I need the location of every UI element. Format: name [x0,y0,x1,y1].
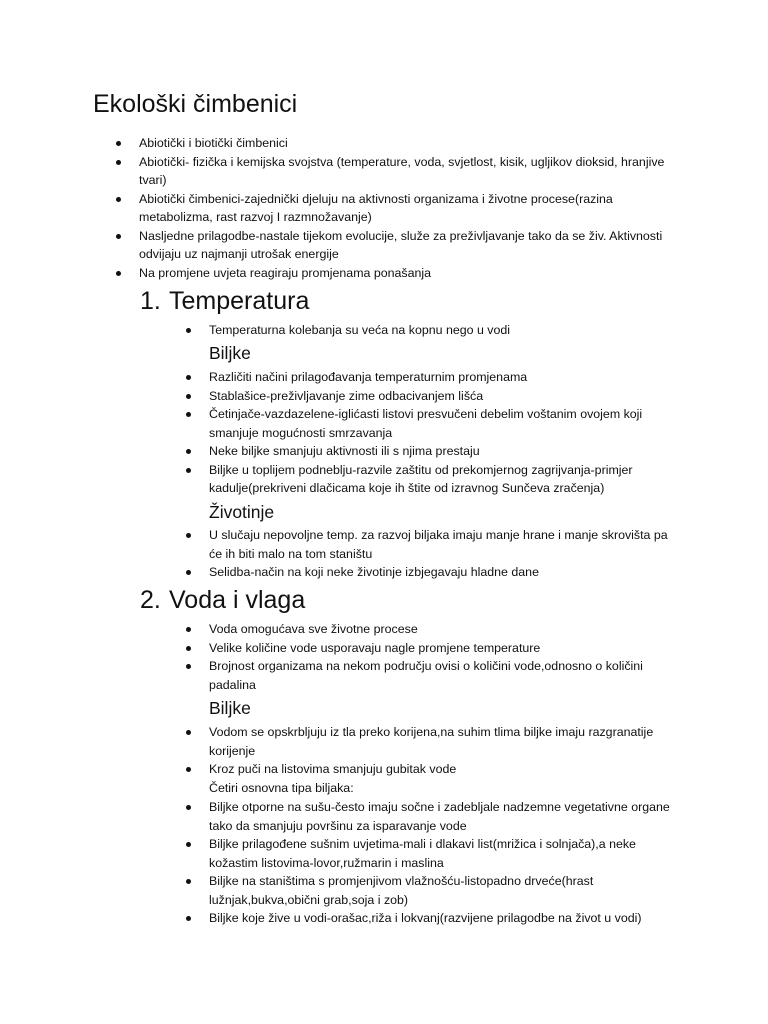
list-item: Stablašice-preživljavanje zime odbacivanjem lišća [209,387,679,406]
list-item: Brojnost organizama na nekom području ovisi o količini vode,odnosno o količini padalina [209,657,679,694]
list-item: Na promjene uvjeta reagiraju promjenama ponašanja [139,264,679,283]
list-item: Voda omogućava sve životne procese [209,620,679,639]
document-title: Ekološki čimbenici [93,90,298,118]
list-item: Biljke prilagođene sušnim uvjetima-mali i dlakavi list(mrižica i solnjača),a neke kožastim listovima-lovor,ružmarin i maslina [209,835,679,872]
temperatura-biljke-list [209,368,679,498]
list-item: Biljke koje žive u vodi-orašac,riža i lokvanj(razvijene prilagodbe na život u vodi) [209,909,679,928]
types-intro-line: Četiri osnovna tipa biljaka: [209,781,354,795]
list-item: Velike količine vode usporavaju nagle promjene temperature [209,639,679,658]
list-item: Različiti načini prilagođavanja temperaturnim promjenama [209,368,679,387]
list-item: Vodom se opskrbljuju iz tla preko korijena,na suhim tlima biljke imaju razgranatije korijenje [209,723,679,760]
list-item: Biljke na staništima s promjenjivom vlažnošću-listopadno drveće(hrast lužnjak,bukva,obični grab,soja i zob) [209,872,679,909]
temperatura-zivotinje-list [209,526,679,582]
section-number: 2. [140,586,161,614]
voda-list [209,620,679,694]
list-item: U slučaju nepovoljne temp. za razvoj biljaka imaju manje hrane i manje skrovišta pa će ih biti malo na tom staništu [209,526,679,563]
section-heading-voda [140,585,305,615]
list-item: Biljke otporne na sušu-često imaju sočne i zadebljale nadzemne vegetativne organe tako da smanjuju površinu za isparavanje vode [209,798,679,835]
section-heading-temperatura [140,286,309,316]
section-title: Temperatura [169,287,310,315]
list-item: Abiotički i biotički čimbenici [139,134,679,153]
section-title: Voda i vlaga [169,586,306,614]
list-item: Abiotički- fizička i kemijska svojstva (temperature, voda, svjetlost, kisik, ugljikov dioksid, hranjive tvari) [139,153,679,190]
list-item: Neke biljke smanjuju aktivnosti ili s njima prestaju [209,442,679,461]
list-item: Temperaturna kolebanja su veća na kopnu nego u vodi [209,321,679,340]
list-item: Četinjače-vazdazelene-iglićasti listovi presvučeni debelim voštanim ovojem koji smanjuje mogućnosti smrzavanja [209,405,679,442]
subheading-biljke: Biljke [209,343,251,363]
subheading-zivotinje: Životinje [209,502,275,522]
section-number: 1. [140,287,161,315]
voda-biljke-list [209,723,679,779]
plant-types-list [209,798,679,928]
list-item: Kroz puči na listovima smanjuju gubitak vode [209,760,679,779]
subheading-biljke: Biljke [209,698,251,718]
list-item: Nasljedne prilagodbe-nastale tijekom evolucije, služe za preživljavanje tako da se živ. Aktivnosti odvijaju uz najmanji utrošak energije [139,227,679,264]
intro-list [139,134,679,282]
list-item: Abiotički čimbenici-zajednički djeluju na aktivnosti organizama i životne procese(razina metabolizma, rast razvoj I razmnožavanje) [139,190,679,227]
temperatura-list [209,321,679,340]
list-item: Selidba-način na koji neke životinje izbjegavaju hladne dane [209,563,679,582]
list-item: Biljke u toplijem podneblju-razvile zaštitu od prekomjernog zagrijvanja-primjer kadulje(prekriveni dlačicama koje ih štite od izravnog Sunčeva zračenja) [209,461,679,498]
